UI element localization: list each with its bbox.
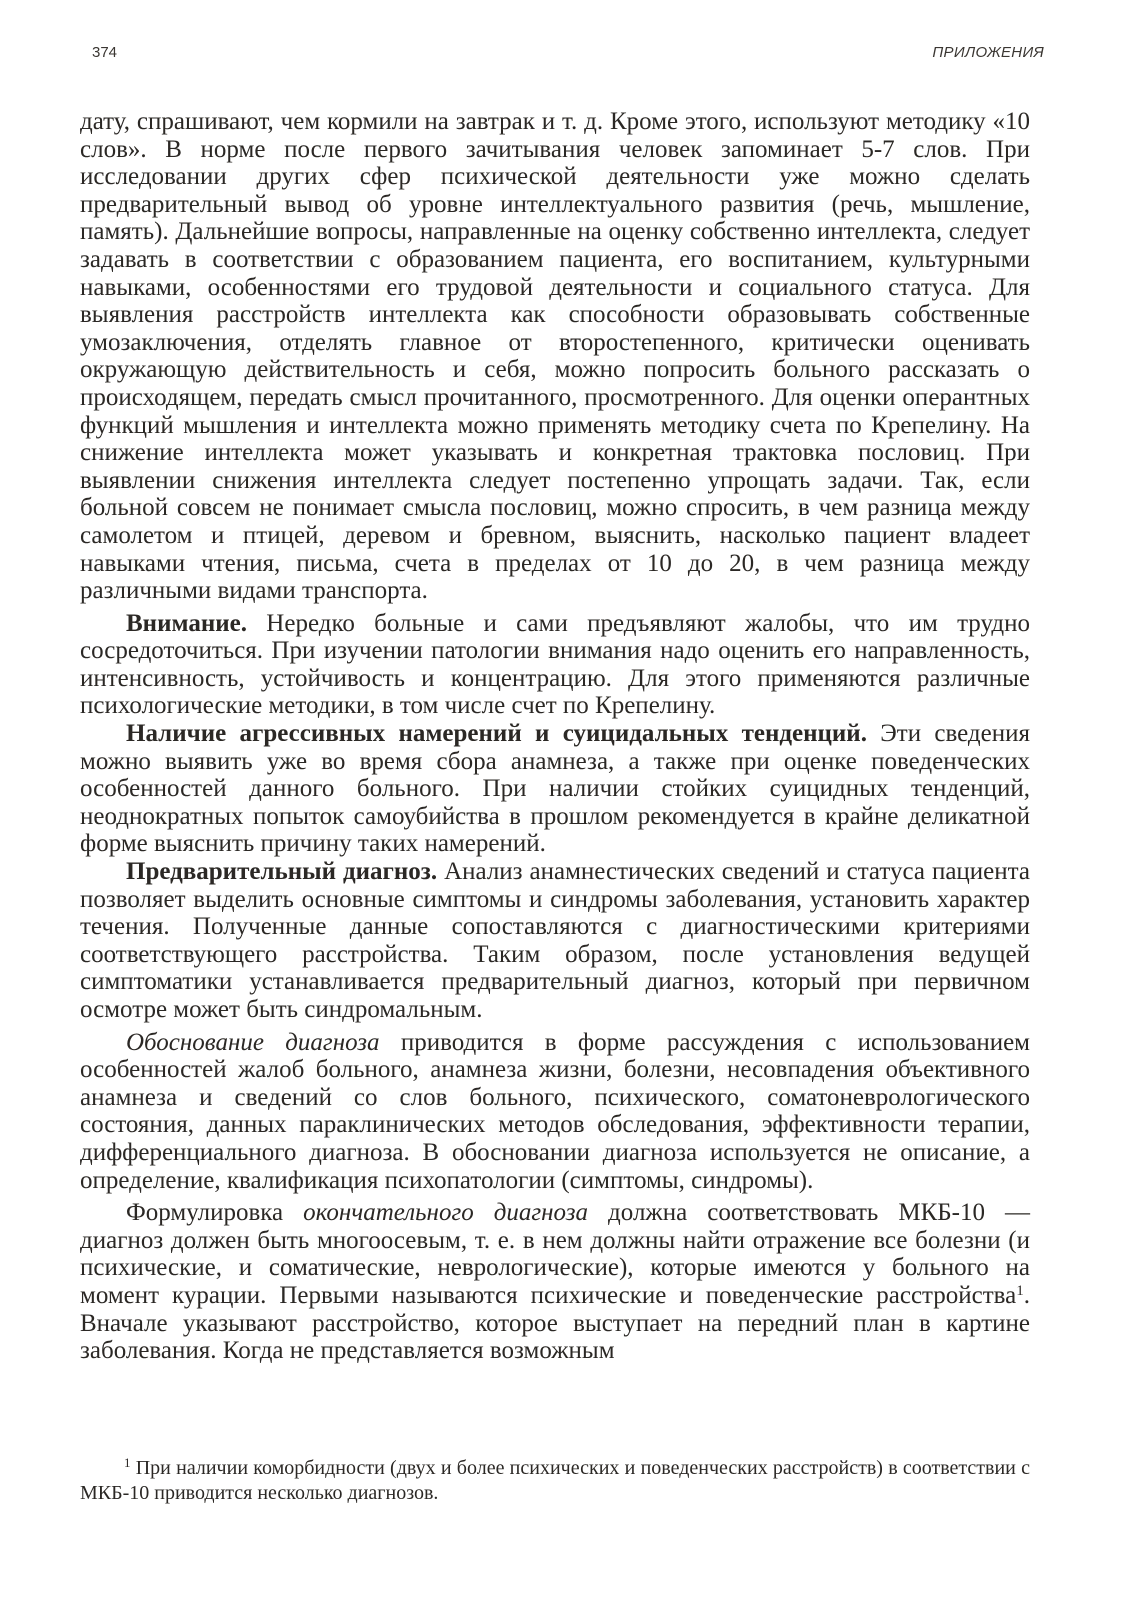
paragraph-aggression <box>80 720 1030 858</box>
paragraph-attention <box>80 610 1030 720</box>
footnote-reference[interactable]: 1 <box>1016 1282 1024 1299</box>
page-number: 374 <box>92 44 118 61</box>
paragraph-preliminary-diagnosis <box>80 858 1030 1024</box>
term-final-diagnosis: окончательного диагноза <box>303 1199 588 1227</box>
paragraph-text: . Вначале указывают расстройство, которое выступает на передний план в картине заболевания. Когда не представляется возможным <box>80 1281 1030 1365</box>
term-aggression: Наличие агрессивных намерений и суицидальных тенденций. <box>126 720 867 748</box>
term-diagnosis-justification: Обоснование диагноза <box>126 1028 380 1056</box>
paragraph-text: должна соответствовать МКБ-10 — диагноз должен быть многоосевым, т. е. в нем должны найти отражение все болезни (и психические, и соматические, неврологические), которые имеются у больного на момент курации. Первыми называются психические и поведенческие расстройства <box>80 1199 1030 1309</box>
body-text <box>80 108 1030 1365</box>
paragraph-text: приводится в форме рассуждения с использованием особенностей жалоб больного, анамнеза жизни, болезни, несовпадения объективного анамнеза и сведений со слов больного, психического, соматоневрологического состояния, данных параклинических методов обследования, эффективности терапии, дифференциального диагноза. В обосновании диагноза используется не описание, а определение, квалификация психопатологии (симптомы, синдромы). <box>80 1028 1031 1194</box>
footnote <box>80 1456 1030 1506</box>
paragraph-text: Анализ анамнестических сведений и статуса пациента позволяет выделить основные симптомы и синдромы заболевания, установить характер течения. Полученные данные сопоставляются с диагностическими критериями соответствующего расстройства. Таким образом, после установления ведущей симптоматики устанавливается предварительный диагноз, который при первичном осмотре может быть синдромальным. <box>80 858 1030 1023</box>
term-preliminary-diagnosis: Предварительный диагноз. <box>126 858 438 886</box>
footnote-marker: 1 <box>124 1455 131 1470</box>
paragraph-continuation <box>80 108 1030 605</box>
paragraph-final-diagnosis <box>80 1199 1030 1365</box>
section-title: ПРИЛОЖЕНИЯ <box>932 44 1044 61</box>
paragraph-text: дату, спрашивают, чем кормили на завтрак и т. д. Кроме этого, используют методику «10 слов». В норме после первого зачитывания человек запоминает 5-7 слов. При исследовании других сфер психической деятельности уже можно сделать предварительный вывод об уровне интеллектуального развития (речь, мышление, память). Дальнейшие вопросы, направленные на оценку собственно интеллекта, следует задавать в соответствии с образованием пациента, его воспитанием, культурными навыками, особенностями его трудовой деятельности и социального статуса. Для выявления расстройств интеллекта как способности образовывать собственные умозаключения, отделять главное от второстепенного, критически оценивать окружающую действительность и себя, можно попросить больного рассказать о происходящем, передать смысл прочитанного, просмотренного. Для оценки оперантных функций мышления и интеллекта можно применять методику счета по Крепелину. На снижение интеллекта может указывать и конкретная трактовка пословиц. При выявлении снижения интеллекта следует постепенно упрощать задачи. Так, если больной совсем не понимает смысла пословиц, можно спросить, в чем разница между самолетом и птицей, деревом и бревном, выяснить, насколько пациент владеет навыками чтения, письма, счета в пределах от 10 до 20, в чем разница между различными видами транспорта. <box>80 108 1030 605</box>
paragraph-text: Формулировка <box>126 1199 304 1227</box>
paragraph-text: Эти сведения можно выявить уже во время сбора анамнеза, а также при оценке поведенческих особенностей данного больного. При наличии стойких суицидных тенденций, неоднократных попыток самоубийства в прошлом рекомендуется в крайне деликатной форме выяснить причину таких намерений. <box>80 720 1030 858</box>
paragraph-diagnosis-justification <box>80 1029 1030 1195</box>
term-attention: Внимание. <box>126 609 247 637</box>
running-header <box>78 44 1068 66</box>
paragraph-text: Нередко больные и сами предъявляют жалобы, что им трудно сосредоточиться. При изучении патологии внимания надо оценить его направленность, интенсивность, устойчивость и концентрацию. Для этого применяются различные психологические методики, в том числе счет по Крепелину. <box>80 609 1030 720</box>
footnote-text: При наличии коморбидности (двух и более психических и поведенческих расстройств) в соответствии с МКБ-10 приводится несколько диагнозов. <box>80 1457 1030 1504</box>
